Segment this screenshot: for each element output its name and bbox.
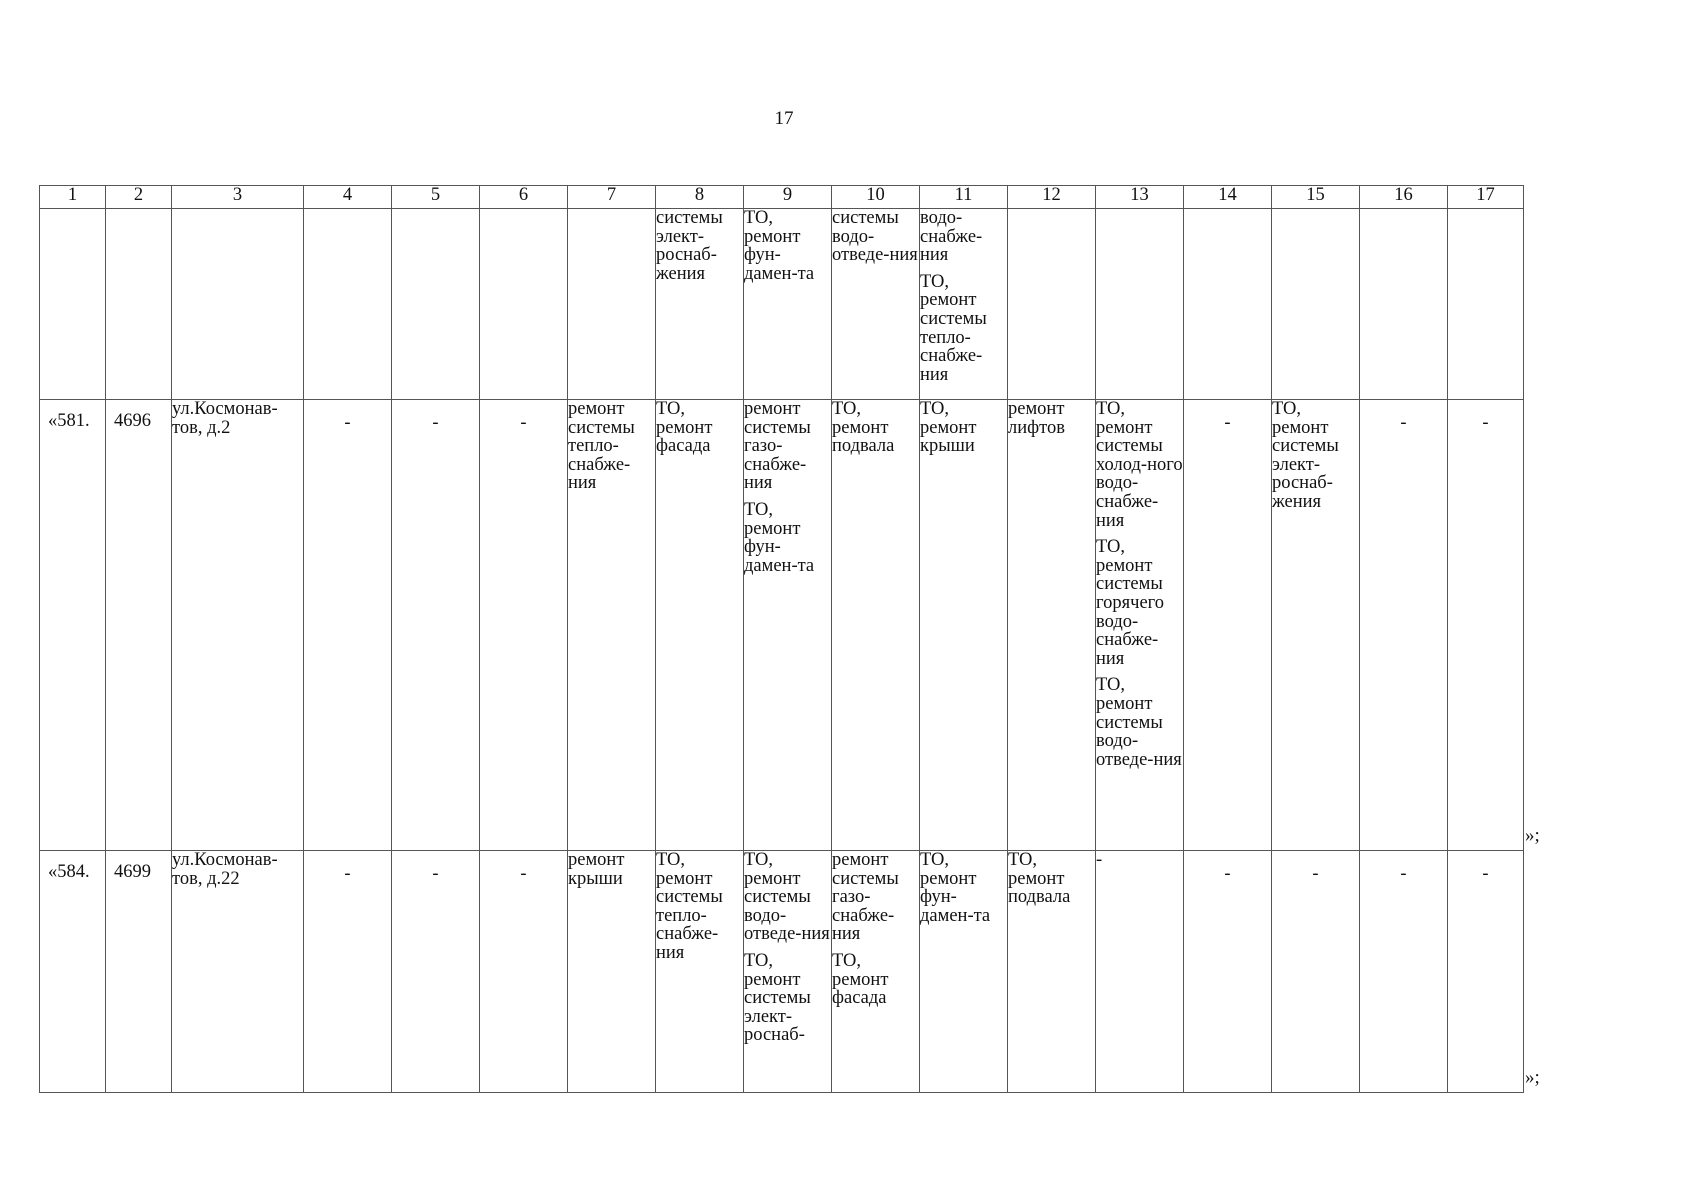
table-cell — [1184, 400, 1272, 851]
cell-text: ул.Космонав-тов, д.2 — [172, 399, 278, 438]
cell-text: - — [432, 413, 439, 433]
column-header-5: 5 — [392, 186, 480, 209]
table-cell — [1448, 209, 1524, 400]
column-header-15: 15 — [1272, 186, 1360, 209]
cell-text: ТО, ремонт подвала — [832, 399, 895, 457]
cell-text: - — [1096, 850, 1103, 870]
page-number: 17 — [774, 108, 794, 129]
table-cell — [920, 851, 1008, 1093]
cell-text: ТО, ремонт фасада — [832, 950, 889, 1009]
table-cell — [106, 851, 172, 1093]
cell-text: ТО, ремонт подвала — [1008, 850, 1071, 908]
cell-text: системы водо-отведе-ния — [832, 208, 918, 266]
table-cell — [40, 851, 106, 1093]
cell-text: ремонт крыши — [568, 850, 625, 889]
column-number-header — [40, 186, 1524, 209]
table-row-584 — [40, 851, 1524, 1093]
table-cell — [1272, 851, 1360, 1093]
cell-text: ТО, ремонт системы элект-роснаб-жения — [1272, 399, 1339, 512]
table-cell — [172, 851, 304, 1093]
column-header-2: 2 — [106, 186, 172, 209]
table-row-581 — [40, 400, 1524, 851]
table-cell — [920, 209, 1008, 400]
cell-text: - — [520, 413, 527, 433]
table-cell — [656, 209, 744, 400]
cell-text: ТО, ремонт фун-дамен-та — [920, 850, 991, 926]
table-cell — [1448, 400, 1524, 851]
table-cell — [1096, 209, 1184, 400]
table-cell — [1448, 851, 1524, 1093]
table-cell — [744, 400, 832, 851]
cell-text: - — [1482, 413, 1489, 433]
cell-text: - — [520, 864, 527, 884]
table-cell — [40, 209, 106, 400]
table-cell — [568, 400, 656, 851]
table-cell — [568, 209, 656, 400]
table-cell — [1008, 400, 1096, 851]
cell-text: ТО, ремонт фун-дамен-та — [744, 208, 815, 284]
table-cell — [1184, 209, 1272, 400]
table-cell — [568, 851, 656, 1093]
column-header-1: 1 — [40, 186, 106, 209]
table-cell — [480, 400, 568, 851]
cell-text: водо-снабже-ния — [920, 208, 983, 266]
cell-text: ТО, ремонт системы горячего водо-снабже-ния — [1096, 537, 1165, 669]
table-cell — [1096, 851, 1184, 1093]
cell-text: системы элект-роснаб-жения — [656, 208, 723, 284]
cell-text: 4696 — [114, 411, 151, 431]
column-header-17: 17 — [1448, 186, 1524, 209]
row-end-mark: »; — [1525, 1066, 1540, 1088]
cell-text: - — [432, 864, 439, 884]
cell-text: ТО, ремонт системы холод-ного водо-снабже-ния — [1096, 399, 1183, 531]
cell-text: - — [344, 413, 351, 433]
table-cell — [304, 209, 392, 400]
cell-text: ремонт лифтов — [1008, 399, 1065, 438]
table-cell — [1360, 851, 1448, 1093]
cell-text: ремонт системы газо-снабже-ния — [744, 399, 811, 494]
table-cell — [1008, 851, 1096, 1093]
table-cell — [832, 851, 920, 1093]
table-cell — [744, 851, 832, 1093]
table-cell — [106, 209, 172, 400]
work-schedule-table — [39, 185, 1524, 1093]
table-cell — [392, 851, 480, 1093]
cell-text: - — [1482, 864, 1489, 884]
row-end-mark: »; — [1525, 824, 1540, 846]
column-header-10: 10 — [832, 186, 920, 209]
table-cell — [304, 851, 392, 1093]
cell-text: ул.Космонав-тов, д.22 — [172, 850, 278, 889]
cell-text: ремонт системы тепло-снабже-ния — [568, 399, 635, 494]
table-cell — [656, 400, 744, 851]
cell-text: ТО, ремонт системы тепло-снабже-ния — [656, 850, 723, 963]
cell-text: «584. — [48, 862, 90, 882]
column-header-3: 3 — [172, 186, 304, 209]
table-cell — [1360, 400, 1448, 851]
table-cell — [392, 400, 480, 851]
column-header-9: 9 — [744, 186, 832, 209]
table-cell — [480, 851, 568, 1093]
table-cell — [832, 400, 920, 851]
table-cell — [744, 209, 832, 400]
cell-text: ТО, ремонт системы элект-роснаб- — [744, 950, 811, 1046]
cell-text: - — [1224, 413, 1231, 433]
column-header-13: 13 — [1096, 186, 1184, 209]
column-header-16: 16 — [1360, 186, 1448, 209]
cell-text: ТО, ремонт фун-дамен-та — [744, 499, 815, 576]
table-cell — [172, 209, 304, 400]
cell-text: - — [1400, 864, 1407, 884]
table-row-continued — [40, 209, 1524, 400]
cell-text: - — [1312, 864, 1319, 884]
table-cell — [172, 400, 304, 851]
column-header-6: 6 — [480, 186, 568, 209]
table-cell — [1008, 209, 1096, 400]
cell-text: ТО, ремонт фасада — [656, 399, 713, 457]
cell-text: - — [1224, 864, 1231, 884]
table-cell — [1272, 400, 1360, 851]
column-header-7: 7 — [568, 186, 656, 209]
column-header-12: 12 — [1008, 186, 1096, 209]
table-cell — [304, 400, 392, 851]
table-cell — [106, 400, 172, 851]
table-cell — [392, 209, 480, 400]
cell-text: ТО, ремонт системы водо-отведе-ния — [1096, 675, 1182, 770]
cell-text: ТО, ремонт системы водо-отведе-ния — [744, 850, 830, 945]
table-cell — [1184, 851, 1272, 1093]
table-body — [40, 209, 1524, 1093]
table-cell — [480, 209, 568, 400]
table-cell — [1272, 209, 1360, 400]
cell-text: - — [344, 864, 351, 884]
column-header-11: 11 — [920, 186, 1008, 209]
column-header-14: 14 — [1184, 186, 1272, 209]
cell-text: ТО, ремонт крыши — [920, 399, 977, 457]
column-header-8: 8 — [656, 186, 744, 209]
table-cell — [656, 851, 744, 1093]
cell-text: ТО, ремонт системы тепло-снабже-ния — [920, 271, 987, 385]
cell-text: 4699 — [114, 862, 151, 882]
table-cell — [920, 400, 1008, 851]
table-cell — [1096, 400, 1184, 851]
table-cell — [1360, 209, 1448, 400]
table-cell — [832, 209, 920, 400]
cell-text: «581. — [48, 411, 90, 431]
cell-text: - — [1400, 413, 1407, 433]
cell-text: ремонт системы газо-снабже-ния — [832, 850, 899, 945]
table-cell — [40, 400, 106, 851]
column-header-4: 4 — [304, 186, 392, 209]
